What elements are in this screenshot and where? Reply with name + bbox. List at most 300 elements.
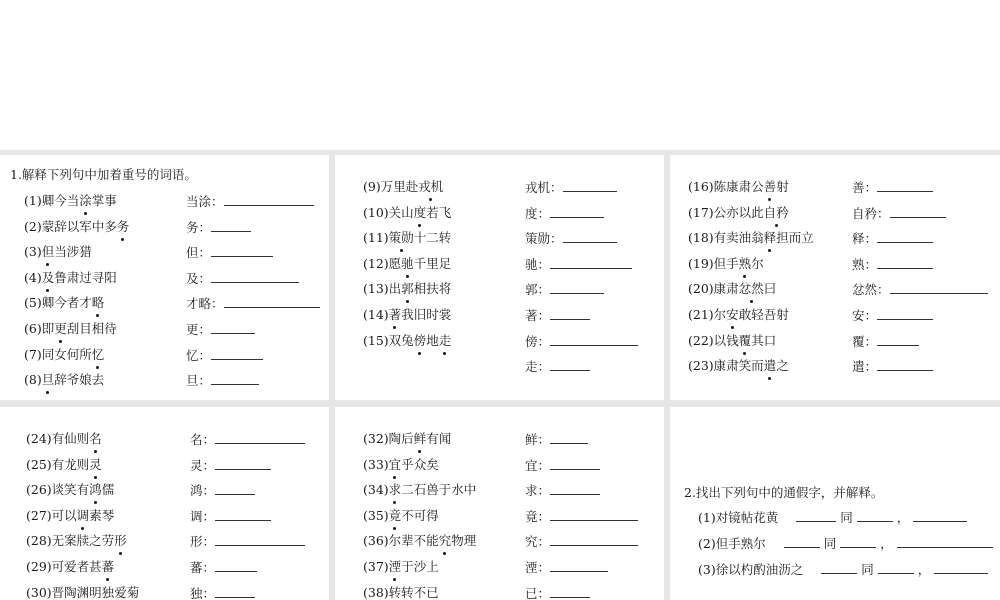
emphasized-word: 郭 [401, 279, 414, 299]
emphasized-word: 策勋 [389, 228, 414, 248]
sentence-text: (23)康肃笑而 [688, 358, 764, 374]
answer-label [852, 254, 933, 275]
sentence-text: (7)同女何所 [24, 346, 92, 362]
sentence-text: 尔 [751, 255, 764, 271]
sentence-text: (15)双兔 [363, 332, 414, 348]
answer-blank[interactable] [878, 559, 914, 574]
emphasized-word: 释 [764, 228, 777, 248]
answer-blank[interactable] [550, 203, 604, 218]
answer-word: 求： [525, 483, 551, 499]
answer-blank[interactable] [215, 429, 305, 444]
question-row [0, 191, 329, 211]
answer-word: 宜： [525, 457, 551, 473]
answer-blank[interactable] [913, 507, 967, 522]
answer-blank[interactable] [550, 331, 638, 346]
emphasized-word: 更 [54, 319, 67, 339]
question-sentence [363, 506, 439, 526]
question-sentence [24, 293, 104, 313]
question-sentence [26, 583, 139, 600]
question-row [0, 319, 329, 339]
question-sentence [363, 429, 451, 449]
panel-items-9-15 [335, 155, 664, 400]
answer-word: 郭： [525, 282, 551, 298]
question-row [670, 177, 1000, 197]
answer-label [190, 480, 255, 501]
answer-word: 但： [186, 245, 212, 261]
question-sentence [26, 531, 127, 551]
sentence-text: 其口 [751, 332, 777, 348]
answer-blank[interactable] [550, 583, 590, 598]
sentence-text: (2)蒙辞以军中多 [24, 218, 117, 234]
sentence-text: (38)转转不 [363, 584, 427, 600]
question-row [0, 370, 329, 390]
tongjiazi-row [698, 507, 971, 527]
question-sentence [363, 177, 443, 197]
sentence-text: 不可得 [401, 507, 439, 523]
tongjiazi-row [698, 559, 992, 579]
sentence-text: (12)愿 [363, 255, 402, 271]
answer-blank[interactable] [877, 356, 933, 371]
answer-blank[interactable] [550, 531, 638, 546]
question-sentence [26, 455, 102, 475]
separator: ， [896, 510, 910, 525]
emphasized-word: 调 [77, 506, 90, 526]
sentence-text: (6)即 [24, 321, 55, 336]
sentence-text: (11) [363, 230, 389, 246]
answer-word: 释： [852, 231, 878, 247]
answer-blank[interactable] [550, 356, 590, 371]
answer-word: 名： [190, 432, 216, 447]
sentence-text: 乎众矣 [401, 456, 439, 472]
sentence-text: 当涉猎 [54, 244, 92, 260]
sentence-text: 地 [426, 332, 439, 348]
answer-blank[interactable] [840, 533, 876, 548]
question-row [0, 242, 329, 262]
question-row [335, 177, 664, 197]
question-sentence [363, 455, 439, 475]
sentence-text: (27)可以 [26, 507, 77, 523]
sentence-text: (1)卿今当 [24, 193, 80, 208]
sentence-text: (14) [363, 307, 389, 322]
answer-label [525, 305, 590, 326]
answer-blank[interactable] [215, 506, 271, 521]
answer-word: 度： [525, 205, 551, 221]
answer-label [852, 305, 933, 326]
answer-blank[interactable] [890, 279, 988, 294]
emphasized-word: 忿然 [739, 279, 764, 299]
emphasized-word: 著 [389, 305, 402, 325]
question-sentence [363, 531, 476, 551]
answer-blank[interactable] [211, 319, 255, 334]
question-sentence [688, 279, 776, 299]
sentence-text: 辞爷娘去 [54, 372, 105, 388]
answer-label [186, 293, 320, 314]
question-sentence [24, 217, 129, 237]
answer-word: 已： [525, 585, 551, 600]
answer-word: 走： [525, 359, 551, 375]
emphasized-word: 覆 [739, 331, 752, 351]
answer-label [525, 455, 600, 476]
emphasized-word: 已 [426, 583, 439, 600]
question-sentence [24, 345, 104, 365]
question-row [335, 557, 664, 577]
sentence-text: 物理 [451, 533, 477, 549]
answer-blank[interactable] [563, 228, 617, 243]
answer-blank[interactable] [857, 507, 893, 522]
question-sentence [688, 356, 789, 376]
question-sentence [24, 370, 104, 390]
sentence-text: (3) [24, 244, 42, 260]
answer-blank[interactable] [934, 559, 988, 574]
answer-blank[interactable] [215, 583, 255, 598]
answer-word: 遣： [852, 359, 878, 375]
answer-blank[interactable] [890, 203, 946, 218]
sentence-text: (22)以钱 [688, 332, 739, 348]
tongjiazi-sentence: (2)但手熟尔 [698, 536, 766, 551]
sentence-text: 儒 [101, 482, 115, 498]
question-sentence [24, 191, 117, 211]
panel-items-24-30 [0, 407, 329, 600]
sentence-text: 十二转 [413, 230, 452, 246]
sentence-text: (13)出 [363, 281, 402, 297]
emphasized-word: 自矜 [764, 203, 789, 223]
question-row [0, 429, 329, 449]
tong-label: 同 [861, 562, 874, 577]
question-row [335, 531, 664, 551]
sentence-text: 爱菊 [114, 584, 140, 600]
answer-word: 忿然： [852, 282, 890, 298]
answer-word: 更： [186, 322, 212, 337]
answer-blank[interactable] [897, 533, 993, 548]
question-row [335, 279, 664, 299]
emphasized-word: 熟 [739, 254, 752, 274]
sentence-text: 千里足 [413, 255, 452, 271]
answer-label [525, 177, 617, 198]
answer-word: 策勋： [525, 231, 563, 247]
question-row [0, 506, 329, 526]
emphasized-word: 善 [764, 177, 777, 197]
emphasized-word: 湮 [389, 557, 402, 577]
answer-word: 戎机： [525, 180, 563, 195]
answer-word: 鸿： [190, 483, 216, 499]
answer-word: 傍： [525, 333, 551, 349]
sentence-text: 有闻 [426, 431, 452, 446]
answer-blank[interactable] [877, 254, 933, 269]
answer-label [852, 177, 933, 198]
answer-blank[interactable] [215, 480, 255, 495]
answer-label [525, 480, 600, 501]
question-sentence [688, 203, 789, 223]
question-sentence [688, 177, 789, 197]
emphasized-word: 及 [42, 268, 55, 288]
question-row [335, 356, 664, 376]
section1-heading: 1.解释下列句中加着重号的词语。 [10, 167, 197, 182]
answer-label [852, 356, 933, 377]
question-row [670, 228, 1000, 248]
answer-label [190, 506, 271, 527]
answer-label [190, 583, 255, 600]
question-row [335, 480, 664, 500]
answer-blank[interactable] [550, 254, 632, 269]
emphasized-word: 独 [102, 583, 115, 600]
question-row [670, 254, 1000, 274]
answer-blank[interactable] [550, 480, 600, 495]
answer-blank[interactable] [877, 305, 933, 320]
tongjiazi-sentence: (1)对镜帖花黄 [698, 510, 779, 525]
question-row [0, 345, 329, 365]
answer-blank[interactable] [550, 506, 638, 521]
sentence-text: (25)有龙则 [26, 456, 90, 472]
answer-blank[interactable] [877, 177, 933, 192]
answer-word: 善： [852, 180, 878, 195]
panel-items-32-38 [335, 407, 664, 600]
question-row [0, 217, 329, 237]
answer-word: 才略： [186, 296, 224, 312]
answer-word: 安： [852, 308, 878, 323]
emphasized-word: 形 [114, 531, 127, 551]
answer-blank[interactable] [550, 557, 608, 572]
sentence-text: (29)可爱者甚 [26, 559, 102, 574]
answer-blank[interactable] [215, 455, 271, 470]
question-sentence [688, 228, 814, 248]
sentence-text: 鲁肃过寻阳 [54, 269, 117, 285]
emphasized-word: 宜 [389, 455, 402, 475]
question-row [335, 331, 664, 351]
answer-blank[interactable] [784, 533, 820, 548]
question-row [335, 583, 664, 600]
question-sentence [363, 557, 439, 577]
answer-blank[interactable] [224, 191, 314, 206]
question-sentence [363, 480, 476, 500]
emphasized-word: 略 [92, 293, 105, 313]
question-sentence [26, 557, 114, 577]
panel-items-1-8 [0, 155, 329, 400]
question-sentence [24, 242, 92, 262]
answer-label [852, 228, 933, 249]
answer-label [186, 268, 299, 289]
emphasized-word: 竟 [389, 506, 402, 526]
answer-blank[interactable] [877, 331, 919, 346]
answer-word: 灵： [190, 457, 216, 473]
question-row [335, 455, 664, 475]
emphasized-word: 戎机 [418, 177, 443, 197]
question-sentence [24, 319, 117, 339]
question-row [0, 583, 329, 600]
sentence-text: (37) [363, 559, 389, 574]
answer-label [186, 191, 314, 212]
answer-blank[interactable] [211, 345, 263, 360]
sentence-text: (19)但手 [688, 255, 739, 271]
sentence-text: 之 [776, 358, 789, 374]
question-row [335, 506, 664, 526]
answer-label [852, 331, 919, 352]
sentence-text: (5)卿今者才 [24, 295, 92, 311]
emphasized-word: 度 [414, 203, 427, 223]
sentence-text: (34) [363, 482, 389, 498]
answer-word: 忆： [186, 347, 212, 363]
sentence-text: (8) [24, 372, 42, 388]
question-row [670, 331, 1000, 351]
sentence-text: (24)有仙则 [26, 431, 90, 446]
sentence-text: (35) [363, 507, 389, 523]
tong-label: 同 [840, 510, 853, 525]
answer-word: 著： [525, 308, 551, 323]
question-sentence [26, 480, 114, 500]
question-row [0, 531, 329, 551]
sentence-text: (32)陶后 [363, 431, 414, 446]
question-sentence [363, 331, 451, 351]
answer-word: 旦： [186, 373, 212, 389]
separator: ， [917, 562, 931, 577]
sentence-text: 曰 [763, 281, 777, 297]
emphasized-word: 忆 [92, 345, 105, 365]
answer-blank[interactable] [821, 559, 857, 574]
sentence-text: (28)无案牍之劳 [26, 533, 115, 549]
answer-label [525, 557, 608, 578]
sentence-text: (33) [363, 456, 389, 472]
question-row [335, 254, 664, 274]
sentence-text: 于沙上 [401, 559, 439, 574]
sentence-text: (30)晋陶渊明 [26, 584, 102, 600]
question-row [0, 480, 329, 500]
question-row [0, 455, 329, 475]
emphasized-word: 灵 [89, 455, 102, 475]
emphasized-word: 名 [89, 429, 102, 449]
question-sentence [363, 279, 451, 299]
top-blank-area [0, 0, 1000, 150]
question-sentence [363, 228, 451, 248]
answer-label [525, 356, 590, 377]
emphasized-word: 傍 [414, 331, 427, 351]
answer-blank[interactable] [550, 429, 588, 444]
question-row [335, 305, 664, 325]
answer-word: 及： [186, 270, 212, 286]
question-sentence [363, 254, 451, 274]
answer-blank[interactable] [550, 305, 590, 320]
emphasized-word: 涂 [79, 191, 92, 211]
answer-label [186, 217, 251, 238]
question-sentence [363, 583, 439, 600]
sentence-text: (21)尔 [688, 307, 727, 322]
sentence-text: 素琴 [89, 507, 115, 523]
question-row [335, 429, 664, 449]
answer-blank[interactable] [211, 242, 273, 257]
question-sentence [688, 305, 789, 325]
answer-blank[interactable] [215, 531, 305, 546]
answer-label [186, 370, 259, 391]
question-row [0, 557, 329, 577]
emphasized-word: 驰 [401, 254, 414, 274]
answer-label [852, 203, 946, 224]
answer-label [190, 557, 257, 578]
sentence-text: (20)康肃 [688, 281, 739, 297]
question-row [670, 305, 1000, 325]
panel-tongjiazi [670, 407, 1000, 600]
sentence-text: 二石兽于水中 [401, 482, 477, 498]
sentence-text: 我旧时裳 [401, 307, 452, 322]
answer-label [190, 429, 305, 450]
answer-word: 当涂： [186, 194, 224, 209]
answer-label [525, 429, 588, 450]
question-row [0, 293, 329, 313]
tongjiazi-row [698, 533, 997, 553]
emphasized-word: 走 [439, 331, 452, 351]
sentence-text: 刮目相待 [66, 321, 117, 336]
emphasized-word: 旦 [42, 370, 55, 390]
sentence-text: (36)尔辈不能 [363, 533, 439, 549]
answer-word: 调： [190, 508, 216, 524]
answer-label [186, 345, 263, 366]
answer-label [525, 228, 617, 249]
sentence-text: (9)万里赴 [363, 179, 419, 194]
answer-word: 独： [190, 585, 216, 600]
sentence-text: (18)有卖油翁 [688, 230, 764, 246]
tong-label: 同 [823, 536, 837, 551]
sentence-text: 担而立 [776, 230, 814, 246]
answer-label [525, 203, 604, 224]
section2-heading: 2.找出下列句中的通假字，并解释。 [684, 485, 884, 500]
answer-word: 务： [186, 219, 212, 235]
question-row [335, 228, 664, 248]
answer-word: 究： [525, 534, 551, 550]
question-row [0, 268, 329, 288]
answer-label [525, 254, 632, 275]
answer-label [186, 242, 273, 263]
answer-word: 湮： [525, 560, 551, 575]
answer-word: 蕃： [190, 560, 216, 575]
emphasized-word: 究 [439, 531, 452, 551]
answer-blank[interactable] [211, 370, 259, 385]
answer-label [852, 279, 988, 300]
answer-blank[interactable] [211, 268, 299, 283]
answer-word: 鲜： [525, 432, 551, 447]
sentence-text: 掌事 [91, 193, 117, 208]
answer-blank[interactable] [224, 293, 320, 308]
emphasized-word: 务 [117, 217, 130, 237]
separator: ， [880, 536, 893, 551]
answer-label [190, 455, 271, 476]
tongjiazi-sentence: (3)徐以杓酌油沥之 [698, 562, 804, 577]
answer-blank[interactable] [877, 228, 933, 243]
question-row [670, 203, 1000, 223]
answer-word: 自矜： [852, 205, 890, 221]
answer-label [525, 331, 638, 352]
sentence-text: 敢轻吾射 [738, 307, 789, 322]
answer-word: 熟： [852, 256, 878, 272]
answer-blank[interactable] [211, 217, 251, 232]
question-row [335, 203, 664, 223]
panel-items-16-23 [670, 155, 1000, 400]
sentence-text: 若飞 [426, 204, 452, 220]
sentence-text: (4) [24, 269, 42, 285]
answer-blank[interactable] [796, 507, 836, 522]
answer-blank[interactable] [550, 279, 604, 294]
answer-label [525, 583, 590, 600]
question-row [670, 356, 1000, 376]
answer-word: 覆： [852, 333, 878, 349]
question-sentence [363, 305, 451, 325]
answer-label [186, 319, 255, 340]
question-sentence [26, 429, 102, 449]
question-sentence [363, 203, 451, 223]
answer-word: 驰： [525, 256, 551, 272]
answer-blank[interactable] [550, 455, 600, 470]
sentence-text: (16)陈康肃公 [688, 179, 764, 194]
answer-blank[interactable] [215, 557, 257, 572]
emphasized-word: 遣 [764, 356, 777, 376]
answer-blank[interactable] [563, 177, 617, 192]
question-sentence [688, 254, 764, 274]
